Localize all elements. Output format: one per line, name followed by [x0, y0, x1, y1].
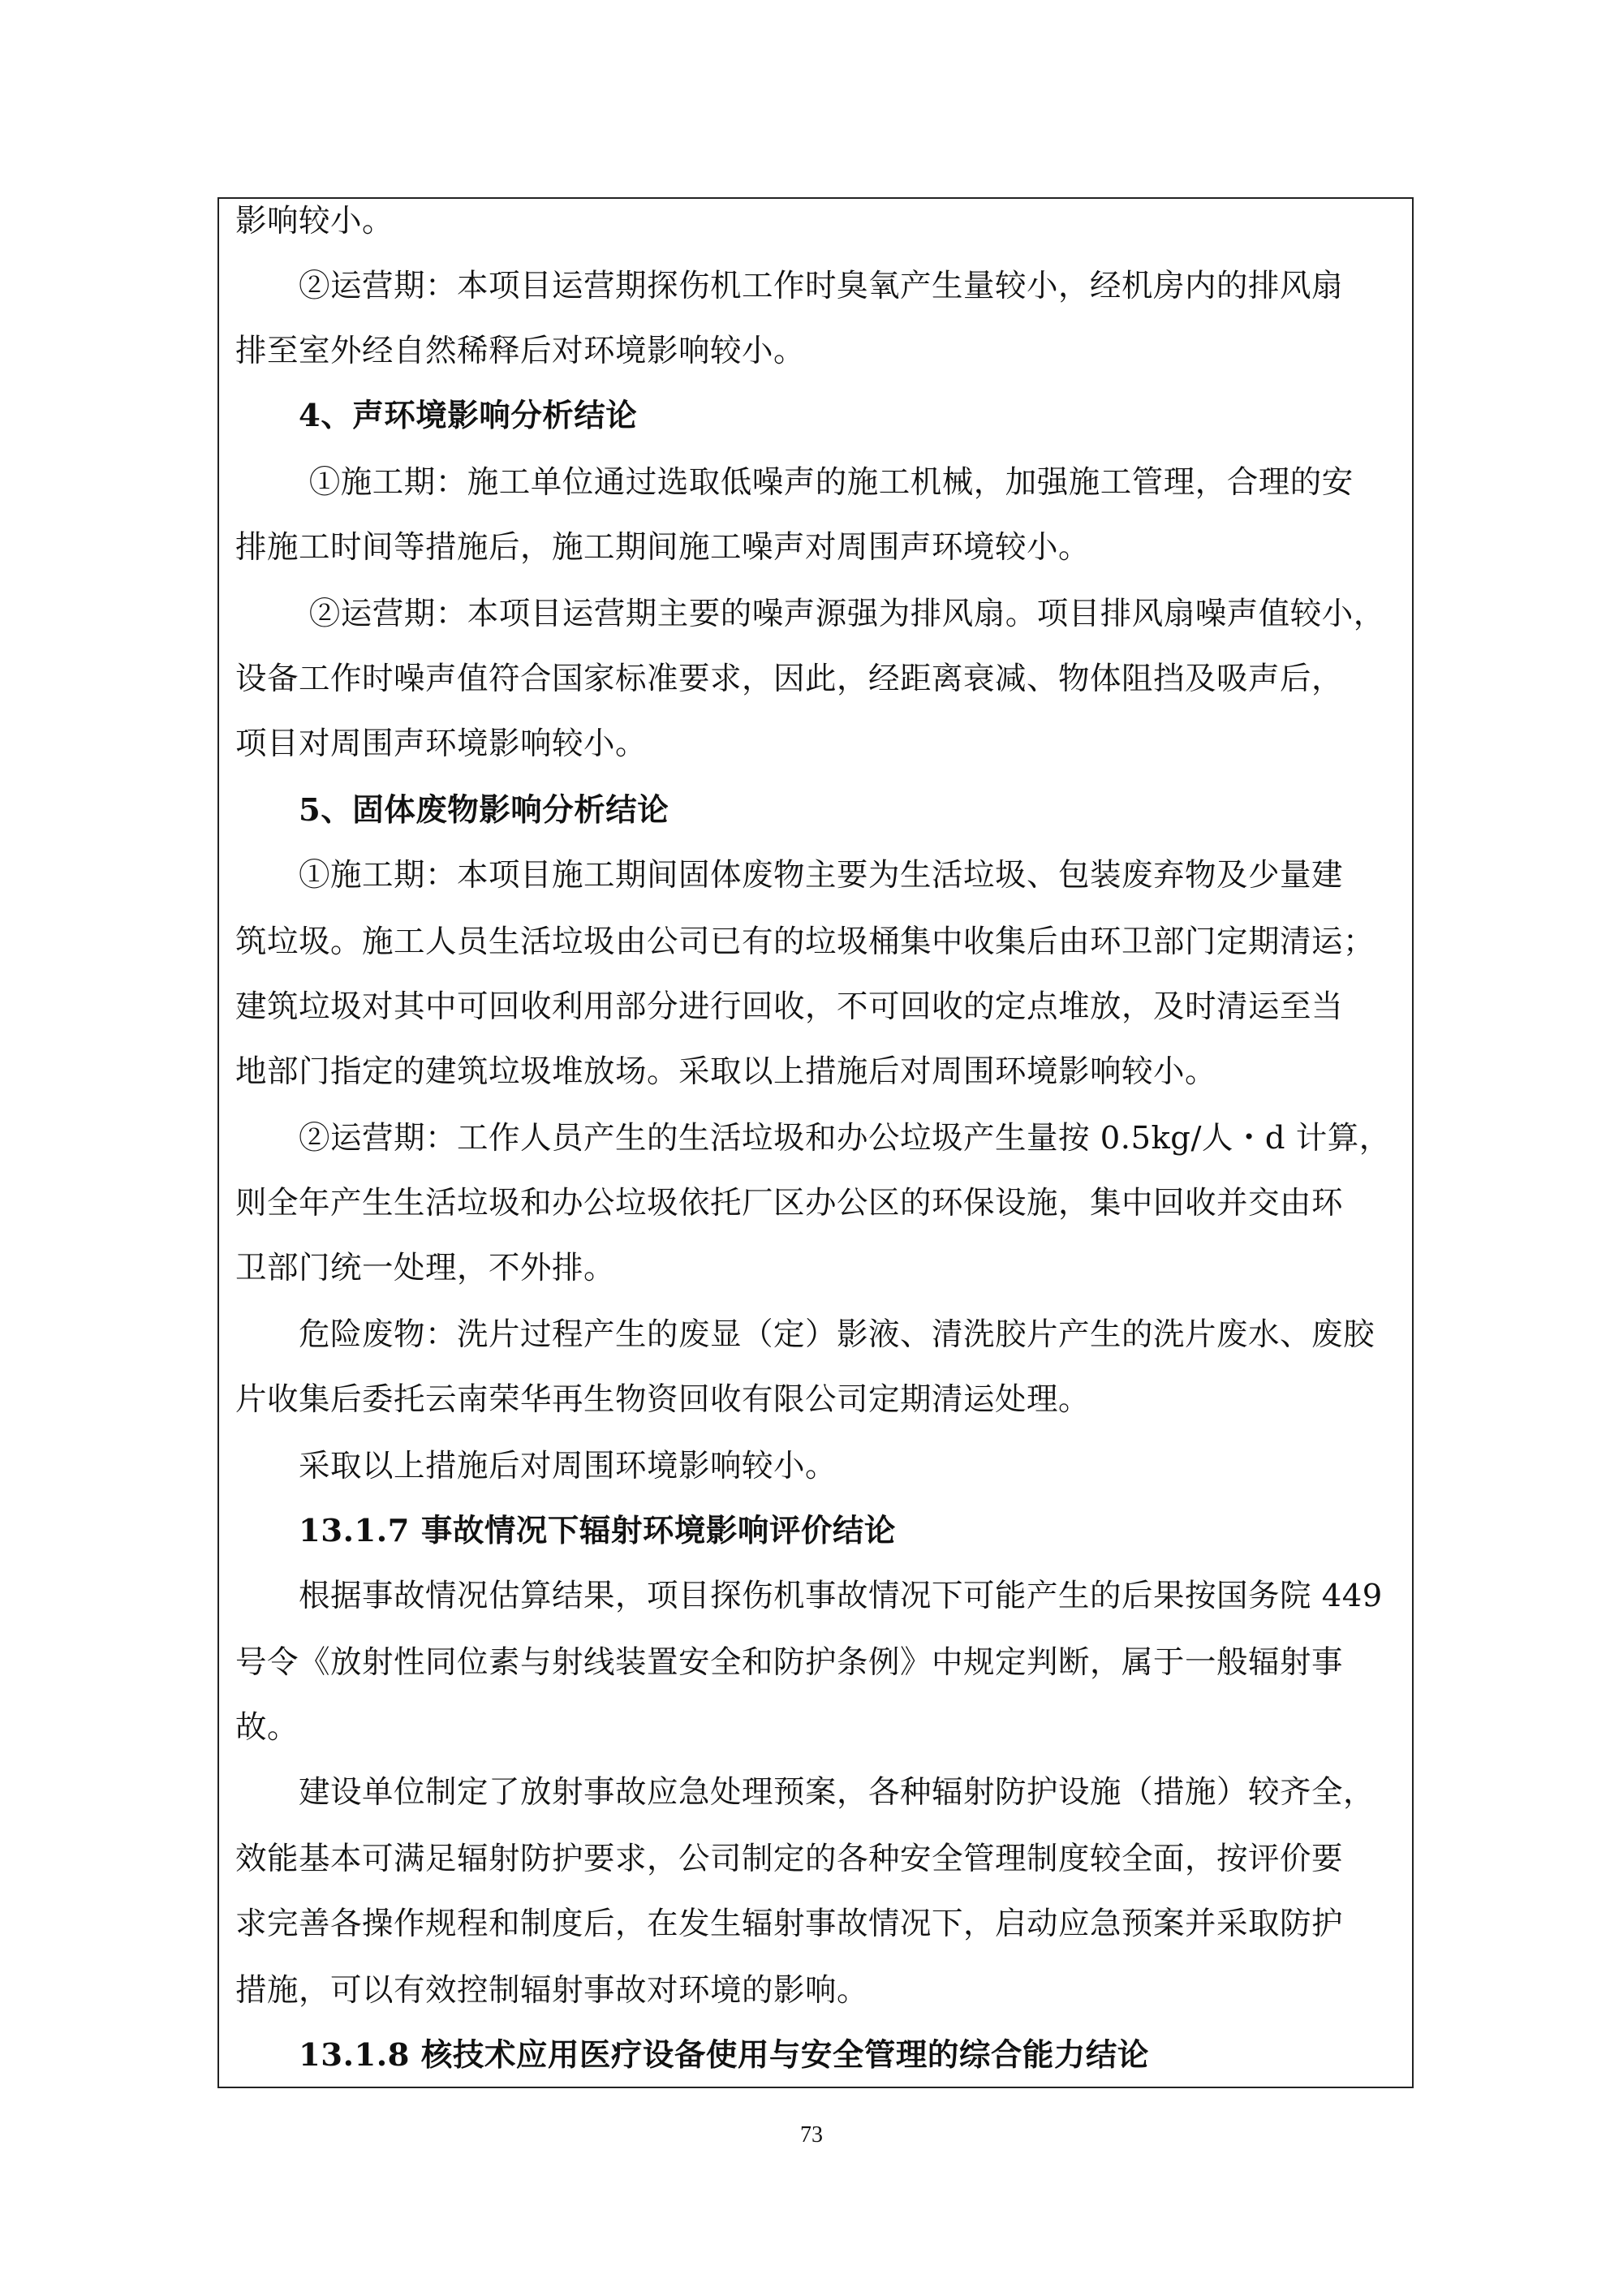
text-line: 根据事故情况估算结果，项目探伤机事故情况下可能产生的后果按国务院 449	[235, 1578, 1383, 1614]
text-line: 建设单位制定了放射事故应急处理预案，各种辐射防护设施（措施）较齐全，	[235, 1774, 1375, 1811]
section-heading: 13.1.7 事故情况下辐射环境影响评价结论	[235, 1513, 896, 1549]
text-line: 排至室外经自然稀释后对环境影响较小。	[235, 333, 806, 369]
text-line: 则全年产生生活垃圾和办公垃圾依托厂区办公区的环保设施，集中回收并交由环	[235, 1185, 1344, 1221]
text-line: ①施工期：本项目施工期间固体废物主要为生活垃圾、包装废弃物及少量建	[235, 857, 1344, 894]
text-line: 设备工作时噪声值符合国家标准要求，因此，经距离衰减、物体阻挡及吸声后，	[235, 661, 1344, 697]
text-line: 影响较小。	[235, 203, 394, 239]
text-line: ②运营期：本项目运营期探伤机工作时臭氧产生量较小，经机房内的排风扇	[235, 268, 1344, 304]
text-line: 筑垃圾。施工人员生活垃圾由公司已有的垃圾桶集中收集后由环卫部门定期清运；	[235, 924, 1375, 960]
text-line: 措施，可以有效控制辐射事故对环境的影响。	[235, 1972, 869, 2009]
section-heading: 5、固体废物影响分析结论	[235, 792, 669, 829]
text-line: 危险废物：洗片过程产生的废显（定）影液、清洗胶片产生的洗片废水、废胶	[235, 1316, 1375, 1353]
text-line: 号令《放射性同位素与射线装置安全和防护条例》中规定判断，属于一般辐射事	[235, 1644, 1344, 1681]
text-line: 采取以上措施后对周围环境影响较小。	[235, 1448, 837, 1484]
text-line: ①施工期：施工单位通过选取低噪声的施工机械，加强施工管理，合理的安	[235, 464, 1354, 501]
text-line: ②运营期：工作人员产生的生活垃圾和办公垃圾产生量按 0.5kg/人・d 计算，	[235, 1120, 1391, 1157]
text-line: 项目对周围声环境影响较小。	[235, 726, 648, 762]
text-line: 地部门指定的建筑垃圾堆放场。采取以上措施后对周围环境影响较小。	[235, 1053, 1217, 1090]
text-line: 效能基本可满足辐射防护要求，公司制定的各种安全管理制度较全面，按评价要	[235, 1841, 1344, 1877]
text-line: 排施工时间等措施后，施工期间施工噪声对周围声环境较小。	[235, 529, 1091, 566]
text-line: 卫部门统一处理，不外排。	[235, 1250, 616, 1286]
text-line: 建筑垃圾对其中可回收利用部分进行回收，不可回收的定点堆放，及时清运至当	[235, 989, 1344, 1025]
text-line: 片收集后委托云南荣华再生物资回收有限公司定期清运处理。	[235, 1381, 1091, 1418]
section-heading: 13.1.8 核技术应用医疗设备使用与安全管理的综合能力结论	[235, 2037, 1149, 2074]
text-line: 故。	[235, 1709, 299, 1746]
page-number: 73	[800, 2122, 823, 2147]
section-heading: 4、声环境影响分析结论	[235, 398, 638, 434]
text-line: 求完善各操作规程和制度后，在发生辐射事故情况下，启动应急预案并采取防护	[235, 1906, 1344, 1942]
text-line: ②运营期：本项目运营期主要的噪声源强为排风扇。项目排风扇噪声值较小，	[235, 596, 1385, 632]
